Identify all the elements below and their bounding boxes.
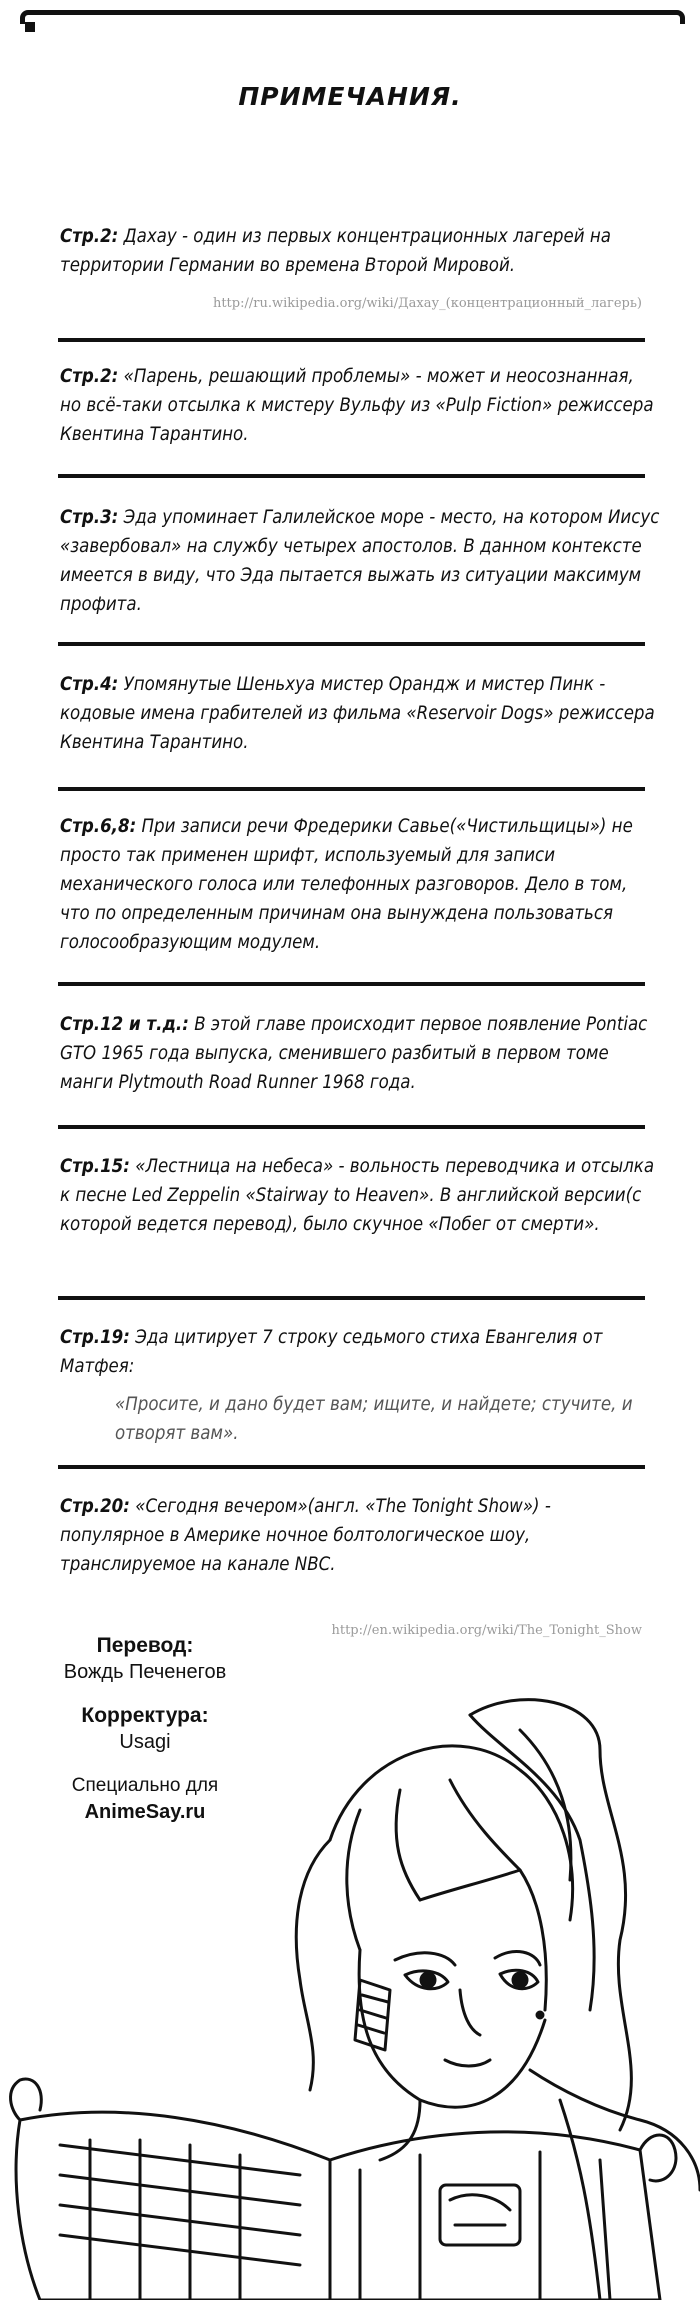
note-9 bbox=[60, 1492, 660, 1579]
note-ref: Стр.15: bbox=[60, 1156, 130, 1177]
divider bbox=[58, 338, 645, 342]
note-text: Упомянутые Шеньхуа мистер Орандж и мистер Пинк - кодовые имена грабителей из фильма «Reservoir Dogs» режиссера Квентина Тарантино. bbox=[60, 674, 655, 753]
special-for-label: Специально для bbox=[71, 1775, 219, 1796]
page-title: ПРИМЕЧАНИЯ. bbox=[238, 82, 462, 111]
note-1 bbox=[60, 222, 660, 280]
note-6 bbox=[60, 1010, 660, 1097]
note-text: Дахау - один из первых концентрационных лагерей на территории Германии во времена Второй Мировой. bbox=[60, 226, 611, 276]
note-7 bbox=[60, 1152, 660, 1239]
proofreading-label: Корректура: bbox=[81, 1704, 209, 1727]
note-text: «Лестница на небеса» - вольность переводчика и отсылка к песне Led Zeppelin «Stairway to Heaven». В английской версии(с которой ведется перевод), было скучное «Побег от смерти». bbox=[60, 1156, 655, 1235]
note-3 bbox=[60, 503, 660, 619]
note-ref: Стр.12 и т.д.: bbox=[60, 1014, 189, 1035]
note-ref: Стр.4: bbox=[60, 674, 119, 695]
divider bbox=[58, 642, 645, 646]
translator-name: Вождь Печенегов bbox=[63, 1661, 227, 1683]
note-ref: Стр.6,8: bbox=[60, 816, 137, 837]
note-4 bbox=[60, 670, 660, 757]
site-name[interactable]: AnimeSay.ru bbox=[84, 1801, 206, 1823]
divider bbox=[58, 474, 645, 478]
divider bbox=[58, 1465, 645, 1469]
page-frame-top bbox=[20, 10, 685, 24]
note-5 bbox=[60, 812, 660, 957]
note-text: Эда цитирует 7 строку седьмого стиха Евангелия от Матфея: bbox=[60, 1327, 603, 1377]
note-text: «Сегодня вечером»(англ. «The Tonight Show») - популярное в Америке ночное болтологическое шоу, транслируемое на канале NBC. bbox=[60, 1496, 551, 1575]
note-text: Эда упоминает Галилейское море - место, на котором Иисус «завербовал» на службу четырех апостолов. В данном контексте имеется в виду, что Эда пытается выжать из ситуации максимум профита. bbox=[60, 507, 660, 615]
divider bbox=[58, 1296, 645, 1300]
divider bbox=[58, 982, 645, 986]
note-ref: Стр.2: bbox=[60, 226, 119, 247]
note-ref: Стр.3: bbox=[60, 507, 119, 528]
note-ref: Стр.20: bbox=[60, 1496, 130, 1517]
divider bbox=[58, 787, 645, 791]
note-text: «Парень, решающий проблемы» - может и неосознанная, но всё-таки отсылка к мистеру Вульфу из «Pulp Fiction» режиссера Квентина Тарантино. bbox=[60, 366, 654, 445]
illustration-girl-newspaper-icon bbox=[0, 1690, 700, 2300]
note-9-link[interactable]: http://en.wikipedia.org/wiki/The_Tonight_Show bbox=[331, 1623, 642, 1638]
note-2 bbox=[60, 362, 660, 449]
divider bbox=[58, 1125, 645, 1129]
note-8 bbox=[60, 1323, 660, 1381]
note-text: В этой главе происходит первое появление Pontiac GTO 1965 года выпуска, сменившего разбитый в первом томе манги Plytmouth Road Runner 1968 года. bbox=[60, 1014, 648, 1093]
bible-quote: «Просите, и дано будет вам; ищите, и найдете; стучите, и отворят вам». bbox=[115, 1394, 633, 1444]
note-ref: Стр.19: bbox=[60, 1327, 130, 1348]
proofreader-name: Usagi bbox=[119, 1731, 171, 1753]
note-1-link[interactable]: http://ru.wikipedia.org/wiki/Дахау_(концентрационный_лагерь) bbox=[212, 296, 642, 311]
note-text: При записи речи Фредерики Савье(«Чистильщицы») не просто так применен шрифт, используемый для записи механического голоса или телефонных разговоров. Дело в том, что по определенным причинам она вынуждена пользоваться голосообразующим модулем. bbox=[60, 816, 633, 953]
note-ref: Стр.2: bbox=[60, 366, 119, 387]
frame-corner-mark bbox=[25, 22, 35, 32]
translation-label: Перевод: bbox=[96, 1634, 194, 1657]
